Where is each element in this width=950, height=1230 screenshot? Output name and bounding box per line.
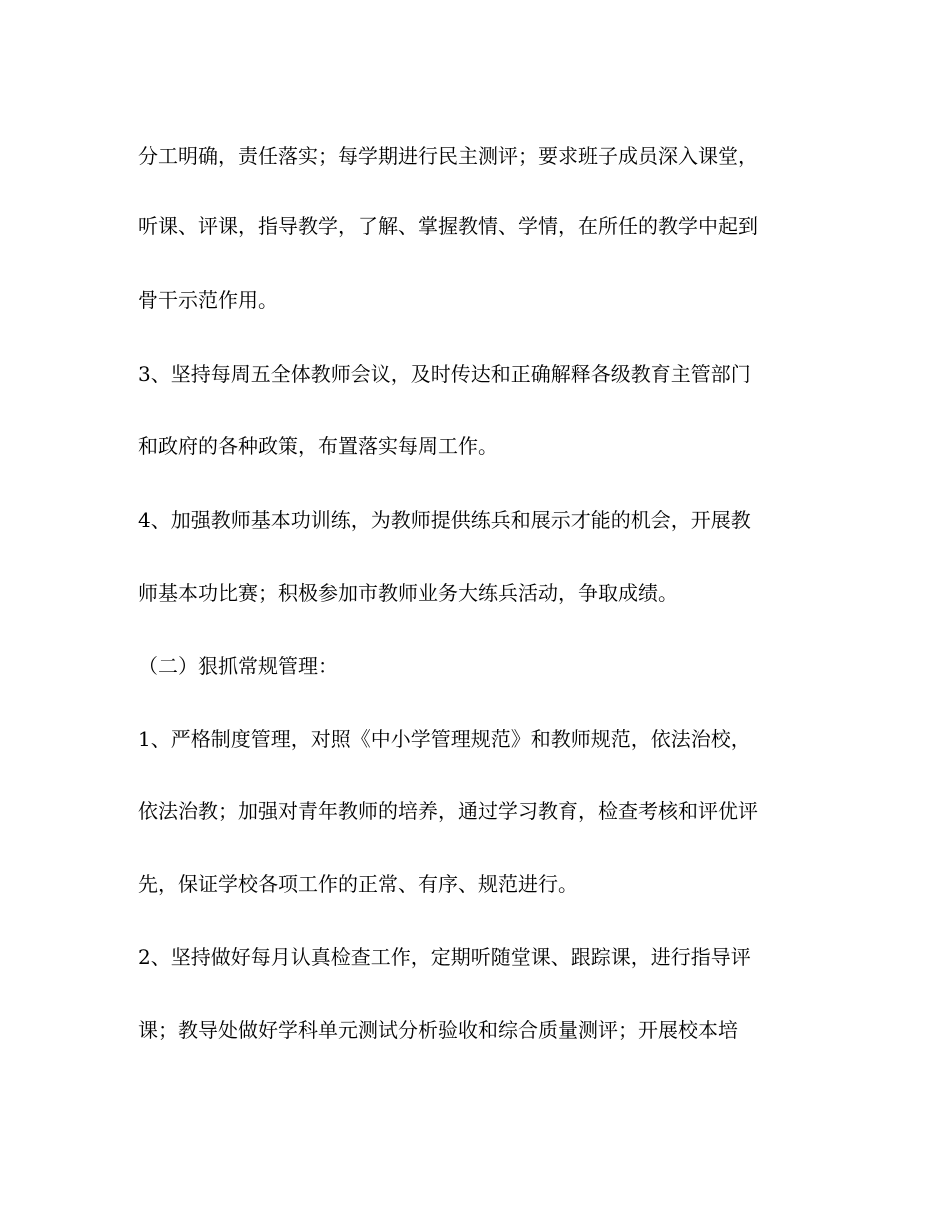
text-line: 和政府的各种政策，布置落实每周工作。 xyxy=(138,434,498,458)
text-line: 听课、评课，指导教学，了解、掌握教情、学情，在所任的教学中起到 xyxy=(138,214,758,238)
text-line: 1、严格制度管理，对照《中小学管理规范》和教师规范，依法治校， xyxy=(138,727,751,751)
text-line: 分工明确，责任落实；每学期进行民主测评；要求班子成员深入课堂， xyxy=(138,144,758,168)
text-line: 3、坚持每周五全体教师会议，及时传达和正确解释各级教育主管部门 xyxy=(138,362,751,386)
text-line: 骨干示范作用。 xyxy=(138,288,278,312)
text-line: 2、坚持做好每月认真检查工作，定期听随堂课、跟踪课，进行指导评 xyxy=(138,945,751,969)
text-line: 课；教导处做好学科单元测试分析验收和综合质量测评；开展校本培 xyxy=(138,1018,738,1042)
text-line: 依法治教；加强对青年教师的培养，通过学习教育，检查考核和评优评 xyxy=(138,799,758,823)
text-line: 先，保证学校各项工作的正常、有序、规范进行。 xyxy=(138,872,578,896)
section-heading: （二）狠抓常规管理： xyxy=(138,654,338,678)
text-line: 师基本功比赛；积极参加市教师业务大练兵活动，争取成绩。 xyxy=(138,581,678,605)
text-line: 4、加强教师基本功训练，为教师提供练兵和展示才能的机会，开展教 xyxy=(138,508,751,532)
